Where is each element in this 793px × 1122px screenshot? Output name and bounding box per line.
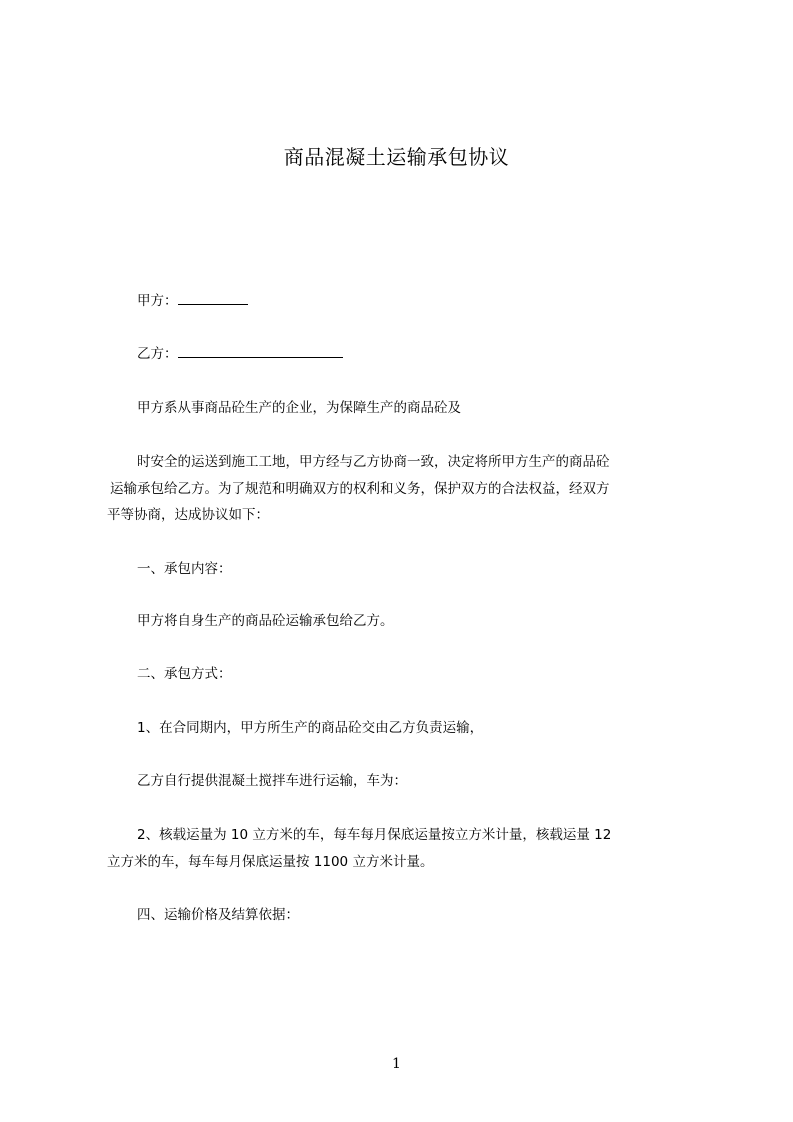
page-number: 1 [392,1056,401,1072]
section-1-heading: 一、承包内容： [137,561,232,577]
party-b-blank [178,345,343,358]
document-title: 商品混凝土运输承包协议 [283,145,510,169]
party-b-line [107,344,727,364]
item-2-line-2: 立方米的车，每车每月保底运量按 1100 立方米计量。 [107,854,434,870]
party-a-line [107,291,727,311]
intro-line-1: 甲方系从事商品砼生产的企业，为保障生产的商品砼及 [137,400,461,416]
section-4-heading: 四、运输价格及结算依据： [137,907,299,923]
intro-line-3: 运输承包给乙方。为了规范和明确双方的权利和义务，保护双方的合法权益，经双方 [110,481,610,497]
intro-line-2: 时安全的运送到施工工地，甲方经与乙方协商一致，决定将所甲方生产的商品砼 [137,454,610,470]
item-1-line-1: 1、在合同期内，甲方所生产的商品砼交由乙方负责运输， [137,720,484,736]
section-2-heading: 二、承包方式： [137,666,232,682]
item-2-line-1: 2、核载运量为 10 立方米的车，每车每月保底运量按立方米计量，核载运量 12 [137,827,612,843]
party-b-label: 乙方： [137,346,178,362]
party-a-label: 甲方： [137,293,178,309]
section-1-text: 甲方将自身生产的商品砼运输承包给乙方。 [137,613,394,629]
item-1-line-2: 乙方自行提供混凝土搅拌车进行运输，车为： [137,773,407,789]
intro-line-4: 平等协商，达成协议如下： [107,507,269,523]
party-a-blank [178,292,248,305]
